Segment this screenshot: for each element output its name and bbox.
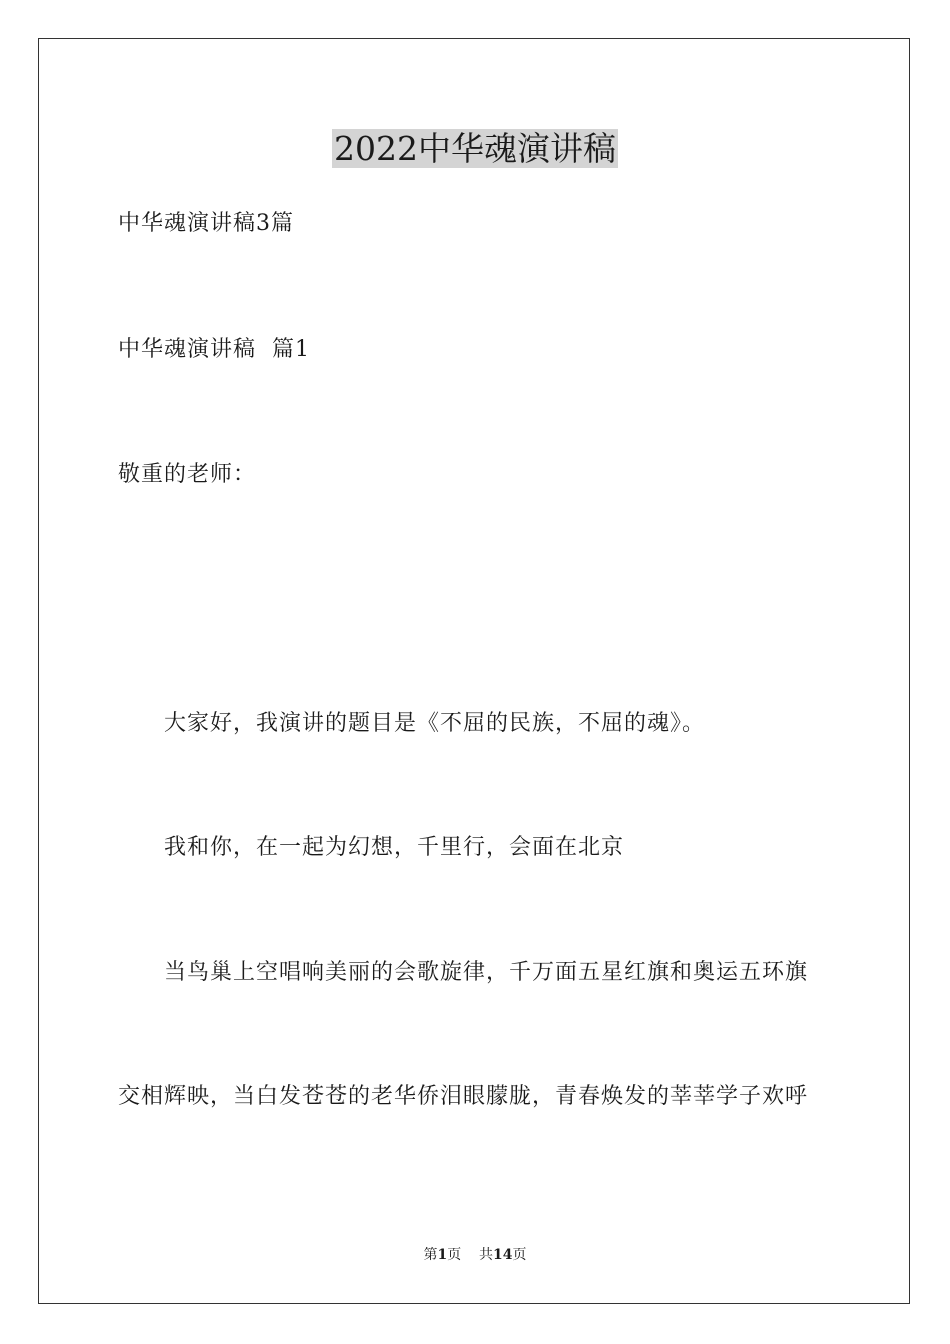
paragraph-1: 大家好，我演讲的题目是《不屈的民族，不屈的魂》。 [164, 711, 706, 736]
page-number: 1 [437, 1247, 448, 1263]
section-heading: 中华魂演讲稿 篇1 [118, 337, 310, 362]
total-suffix: 页 [512, 1247, 527, 1263]
paragraph-2: 我和你，在一起为幻想，千里行，会面在北京 [164, 835, 625, 860]
document-title-text: 2022中华魂演讲稿 [334, 129, 616, 168]
paragraph-3: 当鸟巢上空唱响美丽的会歌旋律，千万面五星红旗和奥运五环旗 [164, 960, 809, 985]
paragraph-4: 交相辉映，当白发苍苍的老华侨泪眼朦胧，青春焕发的莘莘学子欢呼 [118, 1084, 809, 1109]
total-prefix: 共 [479, 1247, 494, 1263]
document-title [0, 128, 950, 170]
page-suffix: 页 [447, 1247, 462, 1263]
total-pages: 14 [493, 1247, 513, 1263]
salutation: 敬重的老师： [118, 462, 257, 487]
page-footer [0, 1246, 950, 1264]
page-prefix: 第 [423, 1247, 438, 1263]
document-subtitle: 中华魂演讲稿3篇 [118, 211, 294, 236]
